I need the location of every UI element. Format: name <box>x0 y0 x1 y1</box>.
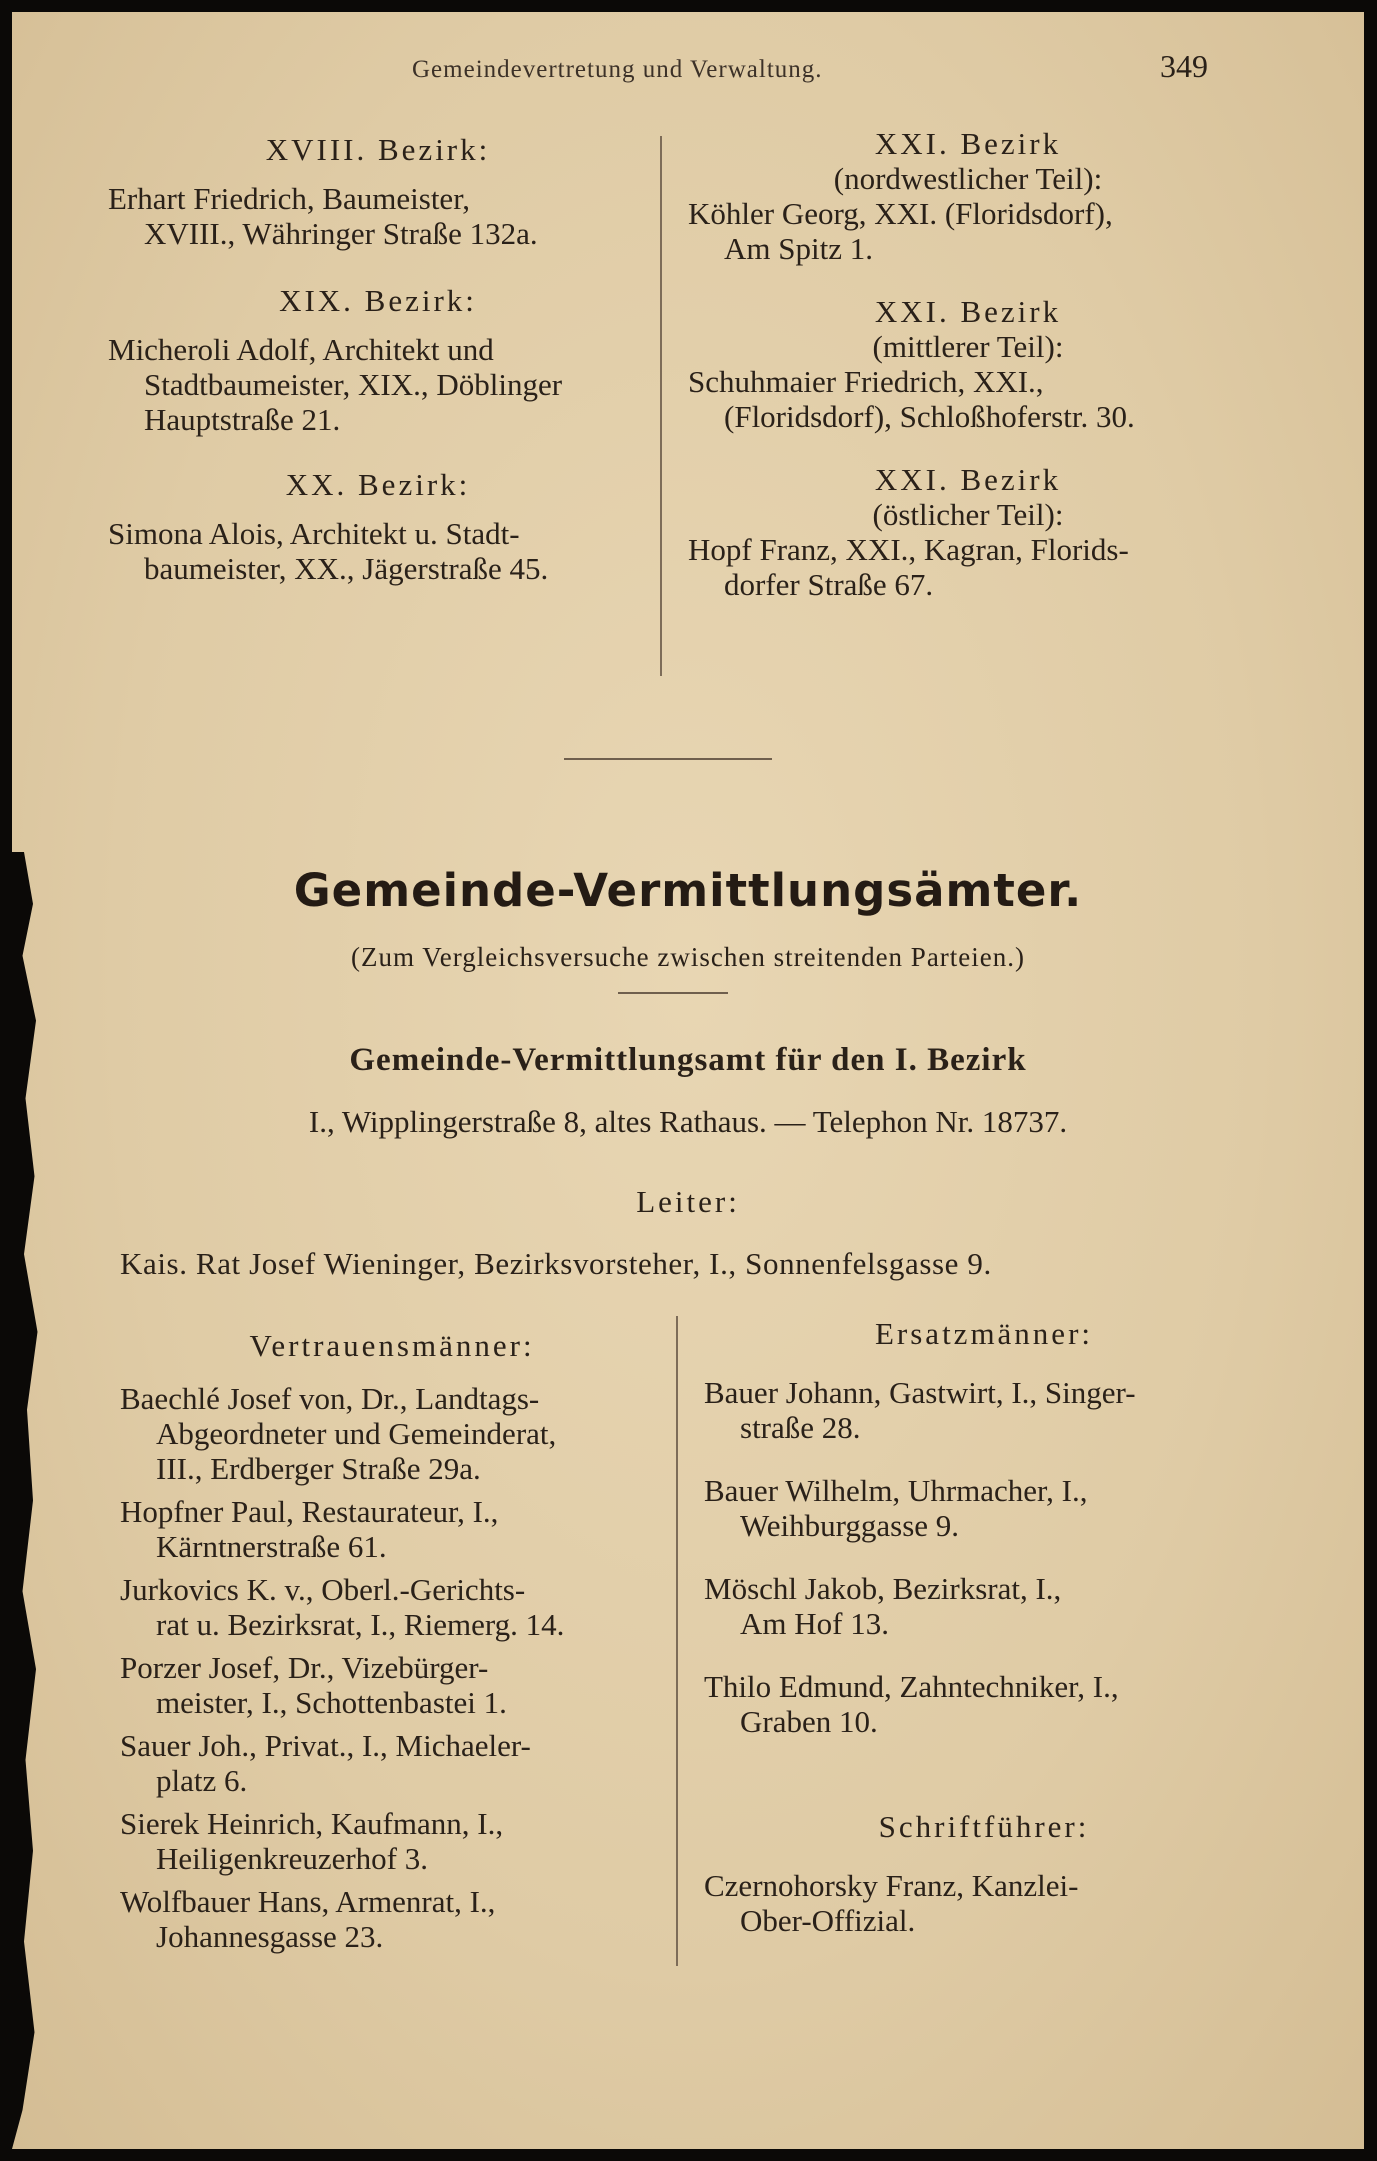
district-subheading: (östlicher Teil): <box>872 497 1064 532</box>
entry-line: Bauer Wilhelm, Uhrmacher, I., <box>704 1473 1088 1508</box>
column-divider <box>660 136 662 676</box>
entry-line: Hopfner Paul, Restaurateur, I., <box>120 1494 499 1529</box>
office-address: I., Wipplingerstraße 8, altes Rathaus. — Telephon Nr. 18737. <box>308 1104 1068 1139</box>
running-title: Gemeindevertretung und Verwaltung. <box>412 56 823 83</box>
list-item <box>704 1375 1264 1445</box>
section-separator <box>564 758 772 760</box>
column-divider <box>676 1316 678 1966</box>
list-item <box>704 1669 1264 1739</box>
entry-line: Am Spitz 1. <box>724 231 873 266</box>
entry-line: Erhart Friedrich, Baumeister, <box>108 181 471 216</box>
entry-line: XVIII., Währinger Straße 132a. <box>144 216 538 251</box>
schriftfuehrer-heading: Schriftführer: <box>878 1809 1090 1844</box>
district-heading: XXI. Bezirk <box>874 126 1062 161</box>
list-item <box>120 1806 664 1876</box>
entry-line: Czernohorsky Franz, Kanzlei- <box>704 1868 1079 1903</box>
entry-line: Hauptstraße 21. <box>144 402 341 437</box>
entry-line: Graben 10. <box>740 1704 878 1739</box>
entry-line: Baechlé Josef von, Dr., Landtags- <box>120 1381 540 1416</box>
entry-line: (Floridsdorf), Schloßhoferstr. 30. <box>724 399 1135 434</box>
list-item <box>120 1572 664 1642</box>
leiter-entry: Kais. Rat Josef Wieninger, Bezirksvorsteher, I., Sonnenfelsgasse 9. <box>120 1246 992 1281</box>
ersatzmaenner-column <box>704 1316 1264 1938</box>
list-item <box>704 1868 1264 1938</box>
entry-line: rat u. Bezirksrat, I., Riemerg. 14. <box>156 1607 565 1642</box>
vertrauensmaenner-heading: Vertrauensmänner: <box>249 1328 535 1363</box>
entry-line: Am Hof 13. <box>740 1606 889 1641</box>
ersatzmaenner-heading: Ersatzmänner: <box>874 1316 1094 1351</box>
list-item <box>120 1728 664 1798</box>
entry-line: Micheroli Adolf, Architekt und <box>108 332 494 367</box>
page-number: 349 <box>1160 48 1208 84</box>
entry-line: straße 28. <box>740 1410 861 1445</box>
district-subheading: (nordwestlicher Teil): <box>833 161 1103 196</box>
entry-line: baumeister, XX., Jägerstraße 45. <box>144 551 549 586</box>
list-item <box>120 1650 664 1720</box>
entry-line: Abgeordneter und Gemeinderat, <box>156 1416 557 1451</box>
districts-right-column <box>688 126 1248 602</box>
entry-line: Weihburggasse 9. <box>740 1508 960 1543</box>
list-item <box>120 1381 664 1486</box>
entry-line: Köhler Georg, XXI. (Floridsdorf), <box>688 196 1113 231</box>
subtitle-rule <box>618 992 728 994</box>
entry-line: Porzer Josef, Dr., Vizebürger- <box>120 1650 489 1685</box>
entry-line: Kärntnerstraße 61. <box>156 1529 387 1564</box>
entry-line: Bauer Johann, Gastwirt, I., Singer- <box>704 1375 1136 1410</box>
vertrauensmaenner-column <box>120 1328 664 1954</box>
office-title: Gemeinde-Vermittlungsamt für den I. Bezirk <box>349 1042 1027 1078</box>
district-subheading: (mittlerer Teil): <box>872 329 1064 364</box>
district-heading: XXI. Bezirk <box>874 462 1062 497</box>
list-item <box>120 1884 664 1954</box>
entry-line: meister, I., Schottenbastei 1. <box>156 1685 507 1720</box>
entry-line: Schuhmaier Friedrich, XXI., <box>688 364 1044 399</box>
list-item <box>704 1473 1264 1543</box>
book-page <box>12 12 1364 2149</box>
entry-line: Thilo Edmund, Zahntechniker, I., <box>704 1669 1119 1704</box>
entry-line: Sauer Joh., Privat., I., Michaeler- <box>120 1728 531 1763</box>
district-heading: XVIII. Bezirk: <box>265 132 491 167</box>
entry-line: Heiligenkreuzerhof 3. <box>156 1841 428 1876</box>
entry-line: III., Erdberger Straße 29a. <box>156 1451 481 1486</box>
section-subtitle: (Zum Vergleichsversuche zwischen streitenden Parteien.) <box>350 942 1026 972</box>
entry-line: Johannesgasse 23. <box>156 1919 384 1954</box>
district-heading: XIX. Bezirk: <box>279 283 477 318</box>
section-title: Gemeinde-Vermittlungsämter. <box>293 864 1083 917</box>
district-heading: XXI. Bezirk <box>874 294 1062 329</box>
list-item <box>704 1571 1264 1641</box>
leiter-heading: Leiter: <box>636 1184 740 1219</box>
entry-line: Wolfbauer Hans, Armenrat, I., <box>120 1884 496 1919</box>
entry-line: Möschl Jakob, Bezirksrat, I., <box>704 1571 1062 1606</box>
entry-line: Jurkovics K. v., Oberl.-Gerichts- <box>120 1572 526 1607</box>
districts-left-column <box>108 132 648 586</box>
entry-line: Simona Alois, Architekt u. Stadt- <box>108 516 520 551</box>
entry-line: Sierek Heinrich, Kaufmann, I., <box>120 1806 504 1841</box>
district-heading: XX. Bezirk: <box>285 467 471 502</box>
entry-line: Hopf Franz, XXI., Kagran, Florids- <box>688 532 1129 567</box>
entry-line: Ober-Offizial. <box>740 1903 916 1938</box>
entry-line: platz 6. <box>156 1763 248 1798</box>
entry-line: dorfer Straße 67. <box>724 567 934 602</box>
entry-line: Stadtbaumeister, XIX., Döblinger <box>144 367 563 402</box>
list-item <box>120 1494 664 1564</box>
